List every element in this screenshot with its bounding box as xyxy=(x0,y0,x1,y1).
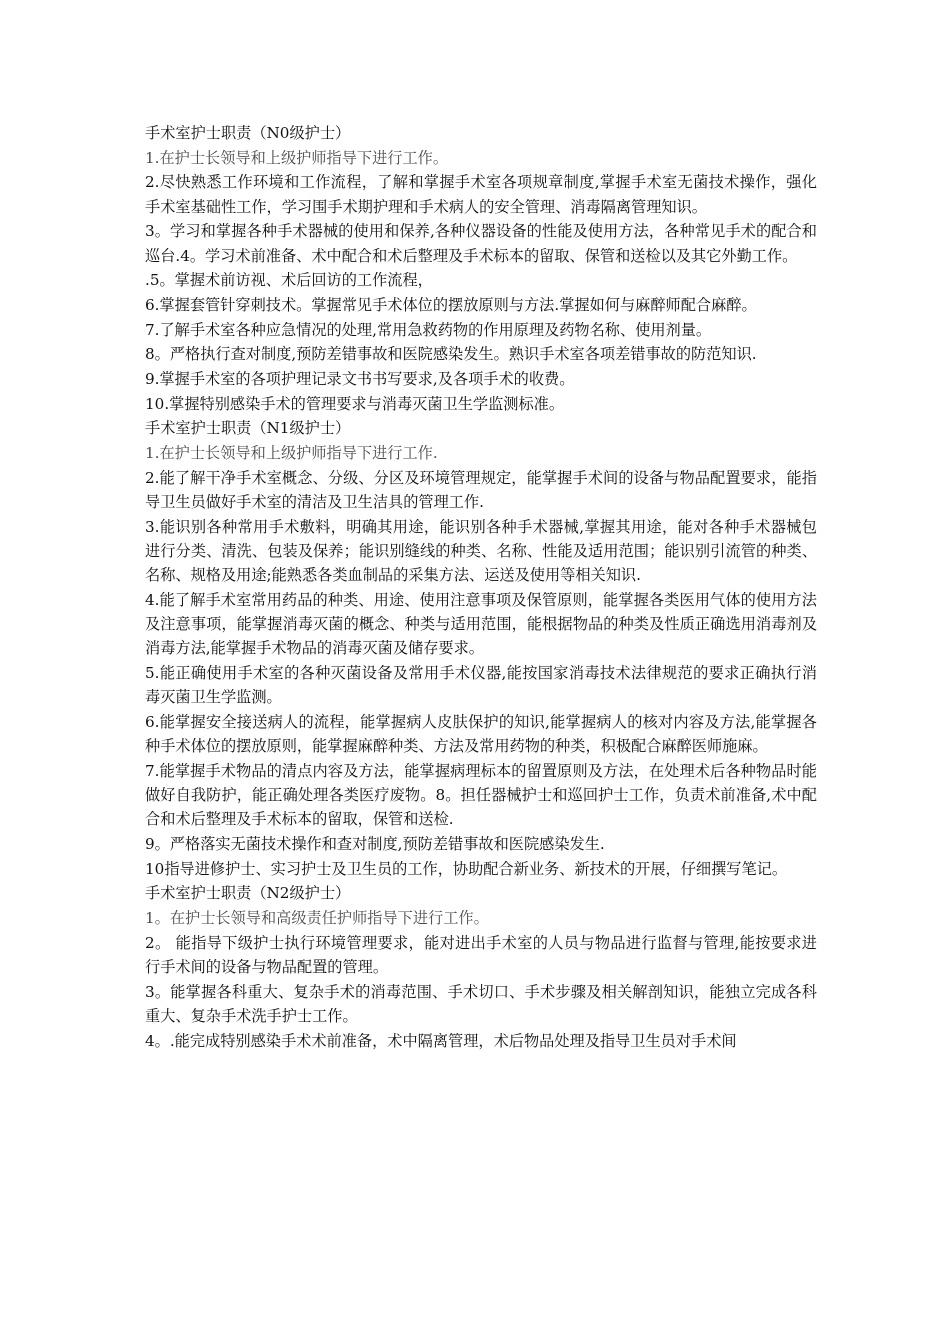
paragraph: 7.了解手术室各种应急情况的处理,常用急救药物的作用原理及药物名称、使用剂量。 xyxy=(145,320,712,339)
paragraph: 10指导进修护士、实习护士及卫生员的工作，协助配合新业务、新技术的开展，仔细撰写笔记。 xyxy=(145,859,788,878)
paragraph: 7.能掌握手术物品的清点内容及方法，能掌握病理标本的留置原则及方法，在处理术后各种物品时能做好自我防护，能正确处理各类医疗废物。8。担任器械护士和巡回护士工作，负责术前准备,术中配合和术后整理及手术标本的留取，保管和送检. xyxy=(145,761,817,829)
section-title-n1: 手术室护士职责（N1级护士） xyxy=(145,419,351,438)
paragraph: 2.能了解干净手术室概念、分级、分区及环境管理规定，能掌握手术间的设备与物品配置要求，能指导卫生员做好手术室的清洁及卫生洁具的管理工作. xyxy=(145,468,817,512)
document-page xyxy=(145,121,817,1053)
paragraph: 4。.能完成特别感染手术术前准备，术中隔离管理，术后物品处理及指导卫生员对手术间 xyxy=(145,1031,737,1050)
paragraph: 9.掌握手术室的各项护理记录文书书写要求,及各项手术的收费。 xyxy=(145,370,575,389)
paragraph: 3。能掌握各科重大、复杂手术的消毒范围、手术切口、手术步骤及相关解剖知识，能独立完成各科重大、复杂手术洗手护士工作。 xyxy=(145,982,817,1025)
paragraph: .5。掌握术前访视、术后回访的工作流程， xyxy=(145,271,433,290)
section-title-n0: 手术室护士职责（N0级护士） xyxy=(145,124,351,142)
paragraph: 6.掌握套管针穿刺技术。掌握常见手术体位的摆放原则与方法.掌握如何与麻醉师配合麻醉。 xyxy=(145,295,757,314)
paragraph: 4.能了解手术室常用药品的种类、用途、使用注意事项及保管原则，能掌握各类医用气体的使用方法及注意事项，能掌握消毒灭菌的概念、种类与适用范围，能根据物品的种类及性质正确选用消毒剂及消毒方法,能掌握手术物品的消毒灭菌及储存要求。 xyxy=(145,590,817,658)
paragraph: 2.尽快熟悉工作环境和工作流程，了解和掌握手术室各项规章制度,掌握手术室无菌技术操作，强化手术室基础性工作，学习围手术期护理和手术病人的安全管理、消毒隔离管理知识。 xyxy=(145,173,817,216)
section-title-n2: 手术室护士职责（N2级护士） xyxy=(145,884,351,903)
paragraph: 10.掌握特别感染手术的管理要求与消毒灭菌卫生学监测标准。 xyxy=(145,394,565,413)
paragraph: 3。学习和掌握各种手术器械的使用和保养,各种仪器设备的性能及使用方法，各种常见手术的配合和巡台.4。学习术前准备、术中配合和术后整理及手术标本的留取、保管和送检以及其它外勤工作。 xyxy=(145,222,817,265)
paragraph: 1.在护士长领导和上级护师指导下进行工作. xyxy=(145,444,438,463)
paragraph: 1.在护士长领导和上级护师指导下进行工作。 xyxy=(145,148,449,167)
paragraph: 1。在护士长领导和高级责任护师指导下进行工作。 xyxy=(145,909,489,927)
paragraph: 9。严格落实无菌技术操作和查对制度,预防差错事故和医院感染发生. xyxy=(145,834,605,853)
paragraph: 3.能识别各种常用手术敷料，明确其用途，能识别各种手术器械,掌握其用途，能对各种手术器械包进行分类、清洗、包装及保养；能识别缝线的种类、名称、性能及适用范围；能识别引流管的种类、名称、规格及用途;能熟悉各类血制品的采集方法、运送及使用等相关知识. xyxy=(145,517,817,585)
paragraph: 2。 能指导下级护士执行环境管理要求，能对进出手术室的人员与物品进行监督与管理,能按要求进行手术间的设备与物品配置的管理。 xyxy=(145,933,817,976)
paragraph: 8。严格执行查对制度,预防差错事故和医院感染发生。熟识手术室各项差错事故的防范知识. xyxy=(145,345,757,364)
paragraph: 6.能掌握安全接送病人的流程，能掌握病人皮肤保护的知识,能掌握病人的核对内容及方法,能掌握各种手术体位的摆放原则，能掌握麻醉种类、方法及常用药物的种类，积极配合麻醉医师施麻。 xyxy=(145,712,817,756)
paragraph: 5.能正确使用手术室的各种灭菌设备及常用手术仪器,能按国家消毒技术法律规范的要求正确执行消毒灭菌卫生学监测。 xyxy=(145,663,817,707)
